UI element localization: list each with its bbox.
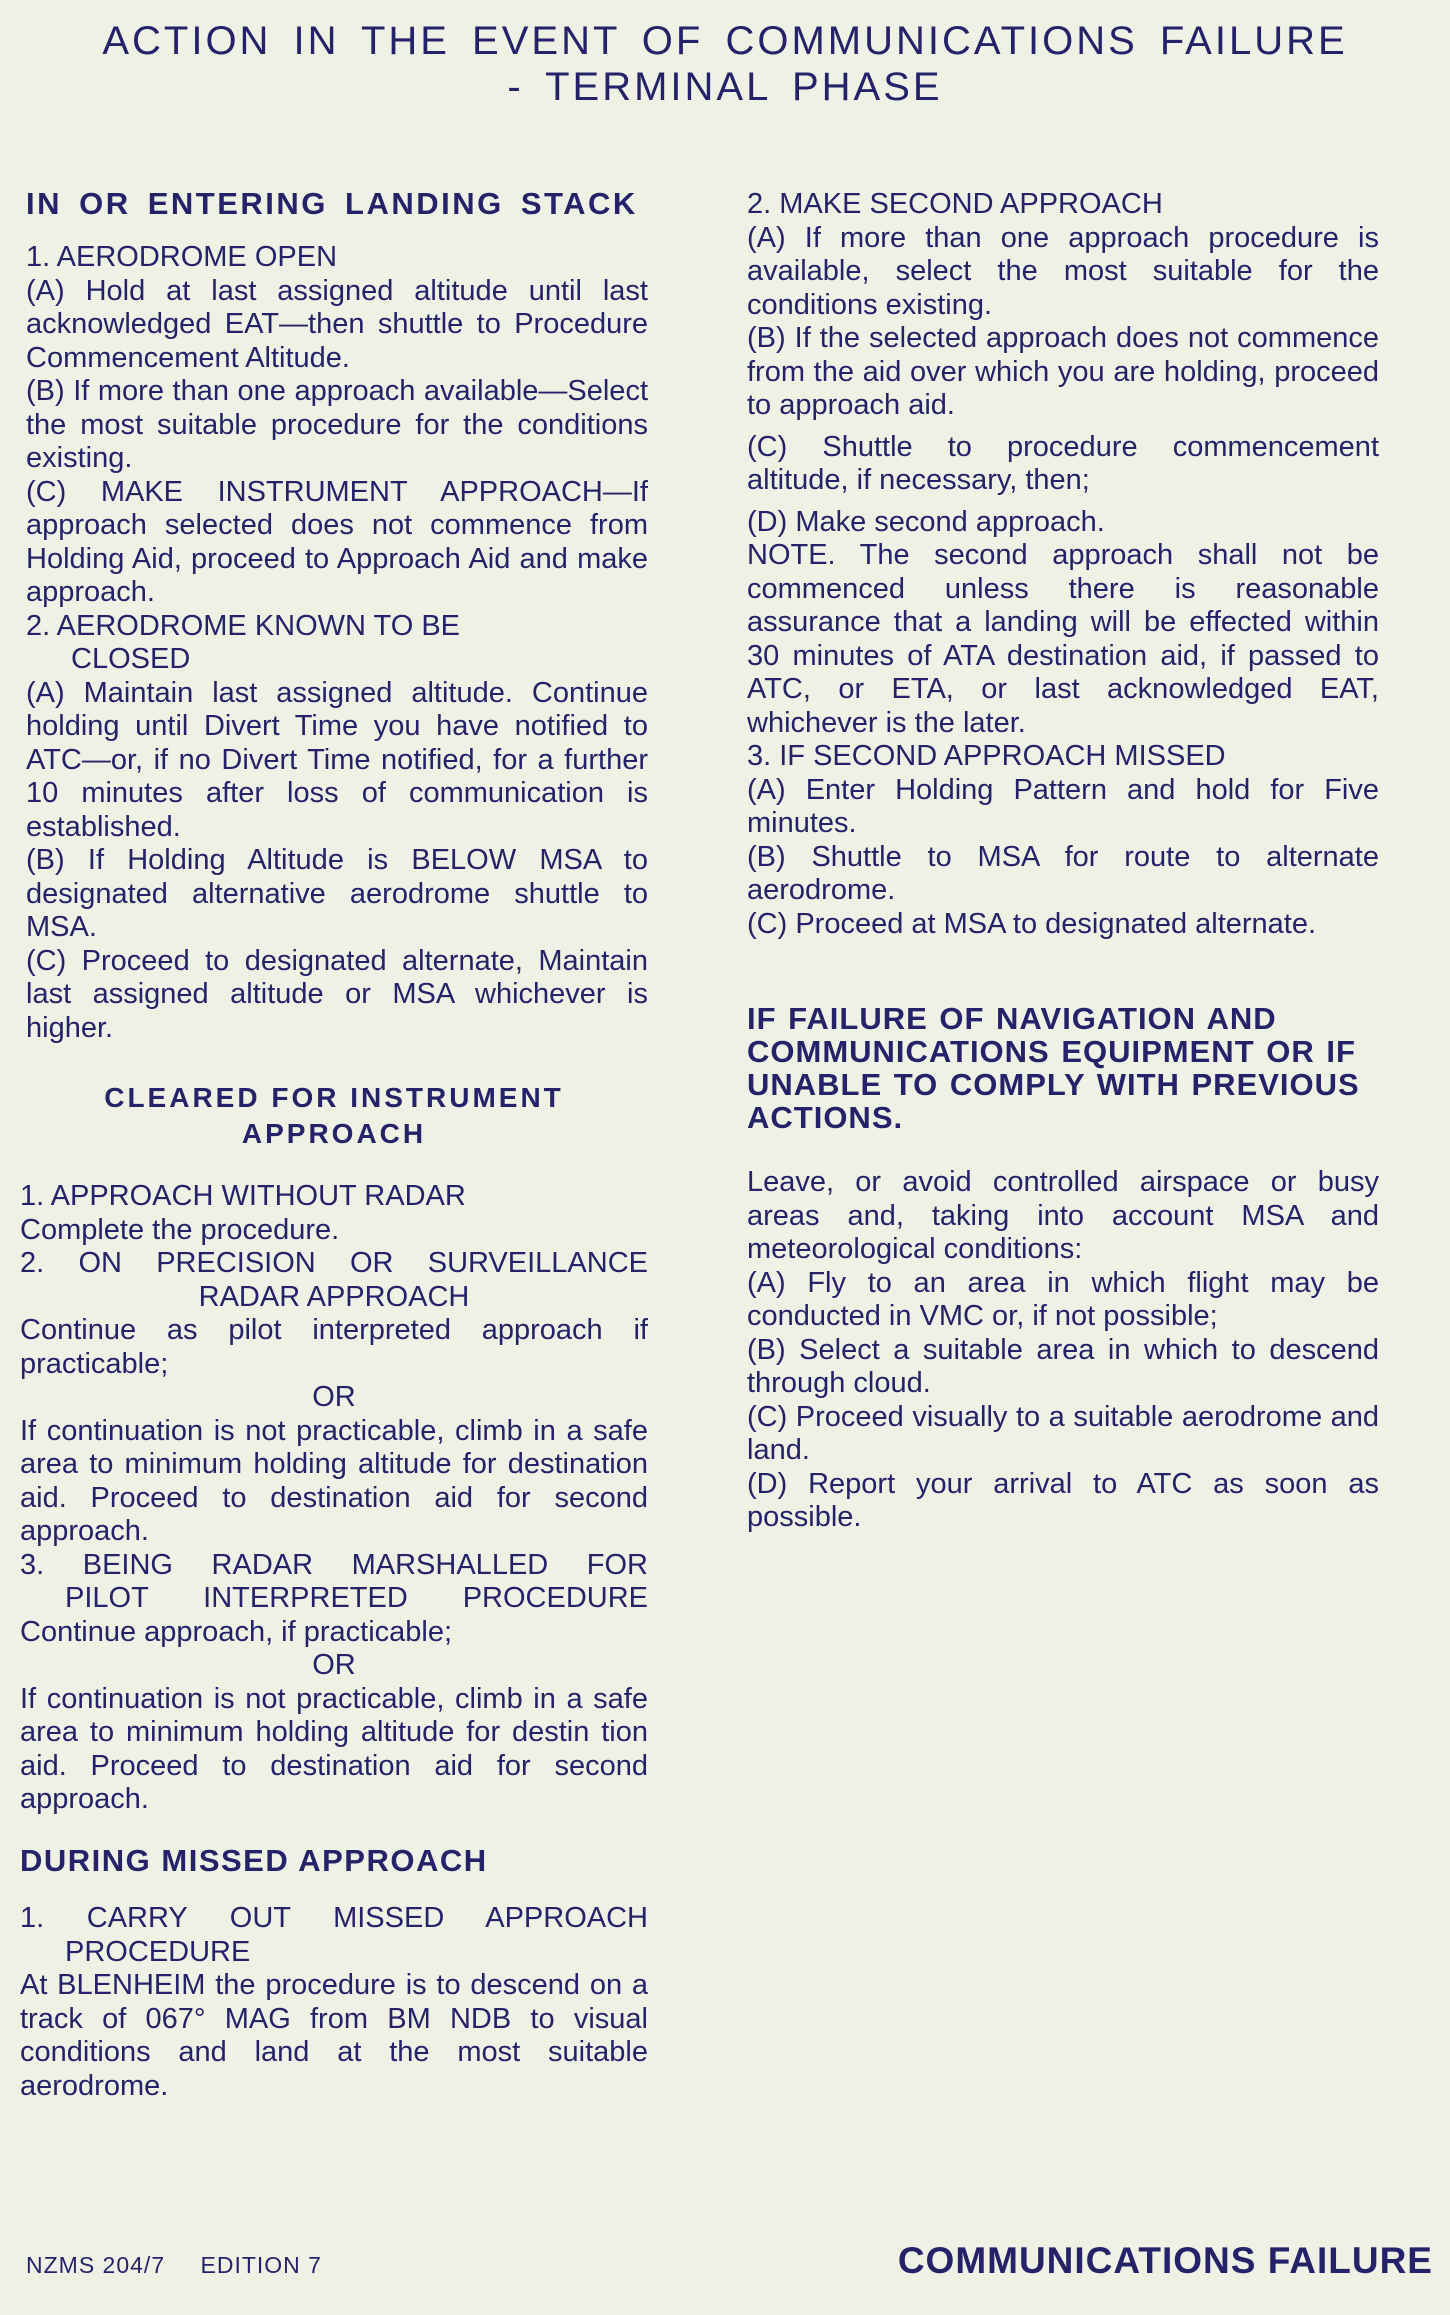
item-text: (B) If the selected approach does not commence from the aid over which you are holding, proceed to approach aid. xyxy=(747,322,1379,421)
intro-text: Leave, or avoid controlled airspace or busy areas and, taking into account MSA and meteorological conditions: xyxy=(747,1166,1379,1265)
section-heading: IN OR ENTERING LANDING STACK xyxy=(26,186,638,221)
title-line-2: - TERMINAL PHASE xyxy=(507,65,943,109)
item-text: (C) MAKE INSTRUMENT APPROACH—If approach selected does not commence from Holding Aid, proceed to Approach Aid and make approach. xyxy=(26,475,648,608)
note-text: NOTE. The second approach shall not be commenced unless there is reasonable assurance that a landing will be effected within 30 minutes of ATA destination aid, if passed to ATC, or ETA, or last acknowledged EAT, whichever is the later. xyxy=(747,539,1379,739)
item-text: (D) Make second approach. xyxy=(747,505,1105,538)
item-title: 2. MAKE SECOND APPROACH xyxy=(747,188,1163,220)
item-title: 1. CARRY OUT MISSED APPROACH xyxy=(20,1902,648,1934)
section-heading: IF FAILURE OF NAVIGATION AND COMMUNICATIONS EQUIPMENT OR IF UNABLE TO COMPLY WITH PREVIOUS ACTIONS. xyxy=(747,1001,1360,1135)
item-text: (C) Proceed at MSA to designated alternate. xyxy=(747,907,1317,940)
heading-line: CLEARED FOR INSTRUMENT xyxy=(104,1082,564,1113)
item-text: At BLENHEIM the procedure is to descend on a track of 067° MAG from BM NDB to visual conditions and land at the most suitable aerodrome. xyxy=(20,1969,648,2102)
item-title: 2. AERODROME KNOWN TO BE xyxy=(26,609,461,642)
item-text: (C) Proceed visually to a suitable aerodrome and land. xyxy=(747,1400,1379,1466)
or-divider: OR xyxy=(312,1649,356,1681)
item-text: (B) If Holding Altitude is BELOW MSA to designated alternative aerodrome shuttle to MSA. xyxy=(26,844,648,943)
footer-section-title: COMMUNICATIONS FAILURE xyxy=(897,2240,1433,2281)
item-text: If continuation is not practicable, climb in a safe area to minimum holding altitude for destination aid. Proceed to destination aid for second approach. xyxy=(20,1414,648,1547)
or-divider: OR xyxy=(312,1381,356,1413)
section-second-approach xyxy=(747,188,1379,941)
item-text: (A) Fly to an area in which flight may be conducted in VMC or, if not possible; xyxy=(747,1266,1379,1332)
item-title-cont: PILOT INTERPRETED PROCEDURE xyxy=(65,1582,648,1614)
item-text: (A) Enter Holding Pattern and hold for Five minutes. xyxy=(747,773,1379,839)
heading-line: APPROACH xyxy=(241,1118,427,1149)
item-title-cont: RADAR APPROACH xyxy=(198,1280,470,1313)
item-title-cont: PROCEDURE xyxy=(65,1935,251,1968)
item-text: (D) Report your arrival to ATC as soon as possible. xyxy=(747,1467,1379,1533)
item-text: (A) Hold at last assigned altitude until last acknowledged EAT—then shuttle to Procedure Commencement Altitude. xyxy=(26,274,648,374)
section-heading xyxy=(20,1080,648,1152)
chart-code: NZMS 204/7 xyxy=(26,2252,166,2278)
item-title: 3. IF SECOND APPROACH MISSED xyxy=(747,740,1226,772)
section-nav-failure xyxy=(747,1002,1379,1535)
section-landing-stack xyxy=(26,187,648,1045)
section-heading: DURING MISSED APPROACH xyxy=(20,1843,488,1878)
item-text: Complete the procedure. xyxy=(20,1213,340,1246)
item-title-cont: CLOSED xyxy=(71,643,191,675)
title-line-1: ACTION IN THE EVENT OF COMMUNICATIONS FAILURE xyxy=(102,19,1348,63)
footer-chart-reference xyxy=(26,2252,350,2279)
item-text: If continuation is not practicable, climb in a safe area to minimum holding altitude for destin tion aid. Proceed to destination aid for second approach. xyxy=(20,1682,648,1815)
item-text: (A) Maintain last assigned altitude. Continue holding until Divert Time you have notified to ATC—or, if no Divert Time notified, for a further 10 minutes after loss of communication is established. xyxy=(26,676,648,843)
item-title: 1. APPROACH WITHOUT RADAR xyxy=(20,1180,466,1212)
item-text: (A) If more than one approach procedure is available, select the most suitable for the conditions existing. xyxy=(747,221,1379,321)
item-text: Continue as pilot interpreted approach if practicable; xyxy=(20,1314,648,1380)
item-title: 1. AERODROME OPEN xyxy=(26,241,338,273)
item-title: 2. ON PRECISION OR SURVEILLANCE xyxy=(20,1247,648,1279)
item-text: Continue approach, if practicable; xyxy=(20,1615,453,1648)
item-title: 3. BEING RADAR MARSHALLED FOR xyxy=(20,1548,648,1581)
item-text: (B) If more than one approach available—Select the most suitable procedure for the conditions existing. xyxy=(26,375,648,474)
section-cleared-approach xyxy=(20,1080,648,1817)
item-text: (C) Proceed to designated alternate, Maintain last assigned altitude or MSA whichever is higher. xyxy=(26,944,648,1044)
item-text: (B) Shuttle to MSA for route to alternate aerodrome. xyxy=(747,840,1379,906)
edition-label: EDITION 7 xyxy=(200,2252,322,2278)
item-text: (B) Select a suitable area in which to descend through cloud. xyxy=(747,1333,1379,1399)
page-title xyxy=(0,18,1450,110)
item-text: (C) Shuttle to procedure commencement altitude, if necessary, then; xyxy=(747,430,1379,496)
section-missed-approach xyxy=(20,1844,648,2103)
